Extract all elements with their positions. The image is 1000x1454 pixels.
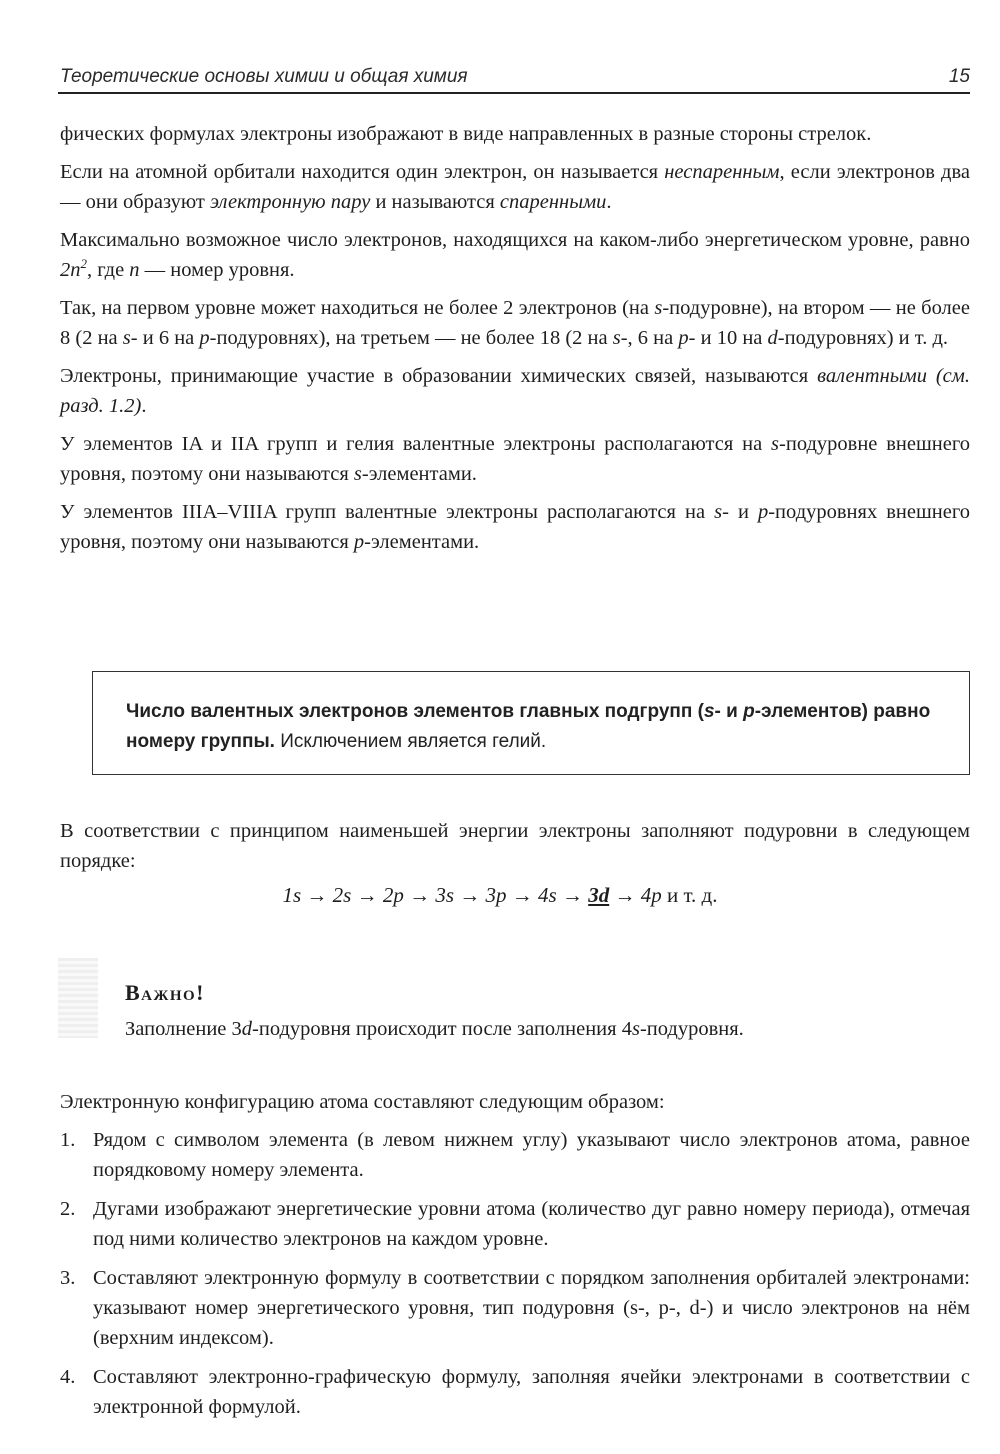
text-span: Заполнение 3: [125, 1018, 242, 1040]
formula-exponent: 2: [80, 256, 87, 272]
text-span: .: [141, 395, 147, 417]
list-item: [60, 1362, 970, 1422]
text-span: — номер уровня.: [139, 259, 295, 281]
sublevel-s: s: [353, 463, 362, 485]
term-electron-pair: электронную пару: [210, 191, 371, 213]
main-text-block: [60, 119, 970, 557]
text-span: - и 10 на: [688, 327, 768, 349]
var-n: n: [129, 259, 140, 281]
sublevel-s: s: [771, 433, 780, 455]
rule-bold: - и: [714, 701, 744, 722]
sublevel-d: d: [241, 1018, 253, 1040]
paragraph-7: [60, 497, 970, 557]
sublevel-p: p: [199, 327, 210, 349]
formula-base: 2n: [60, 259, 81, 281]
rule-exception: Исключением является гелий.: [274, 731, 547, 752]
term-valence: валентными (см. разд. 1.2): [60, 365, 970, 417]
text-span: Электроны, принимающие участие в образовании химических связей, называются: [60, 365, 818, 387]
list-number: 3.: [60, 1267, 76, 1289]
text-span: -подуровнях) и т. д.: [777, 327, 949, 349]
order-intro: [60, 816, 970, 876]
important-heading: Важно!: [125, 980, 205, 1005]
text-span: - и: [722, 501, 758, 523]
text-span: Максимально возможное число электронов, находящихся на каком-либо энергетическом уровне, равно: [60, 229, 970, 251]
sequence-highlight-3d: 3d: [588, 883, 610, 907]
list-text: Составляют электронную формулу в соответствии с порядком заполнения орбиталей электронами: указывают номер энергетического уровня, тип подуровня (s-, p-, d-) и число электронов на нём (верхним индексом).: [93, 1267, 970, 1349]
page-number: 15: [948, 66, 970, 87]
text-span: - и 6 на: [130, 327, 200, 349]
list-number: 2.: [60, 1198, 76, 1220]
text-span: .: [606, 191, 612, 213]
paragraph-2: [60, 157, 970, 217]
text-span: Если на атомной орбитали находится один электрон, он называется: [60, 161, 665, 183]
text-span: -, 6 на: [620, 327, 679, 349]
text-span: У элементов IIIA–VIIIA групп валентные электроны располагаются на: [60, 501, 715, 523]
term-paired: спаренными: [499, 191, 607, 213]
sublevel-s: s: [612, 327, 621, 349]
important-note: [125, 975, 965, 1047]
list-text: Составляют электронно-графическую формулу, заполняя ячейки электронами в соответствии с электронной формулой.: [93, 1366, 970, 1418]
text-span: У элементов IA и IIA групп и гелия валентные электроны располагаются на: [60, 433, 772, 455]
list-intro-text: Электронную конфигурацию атома составляют следующим образом:: [60, 1091, 665, 1113]
text-span: -подуровня.: [639, 1018, 744, 1040]
text-span: -подуровне внешнего уровня, поэтому они называются: [60, 433, 970, 485]
order-intro-text: В соответствии с принципом наименьшей энергии электроны заполняют подуровни в следующем порядке:: [60, 820, 970, 872]
list-intro: [60, 1087, 970, 1117]
sequence-end: и т. д.: [661, 883, 718, 907]
rule-bold: -элементов) равно номеру группы.: [126, 701, 931, 752]
running-header: [58, 64, 970, 94]
paragraph-6: [60, 429, 970, 489]
sublevel-p: p: [678, 327, 689, 349]
text-span: -подуровне), на втором — не более 8 (2 на: [60, 297, 970, 349]
sublevel-p: p: [353, 531, 365, 553]
sequence-part: → 4p: [609, 883, 662, 907]
paragraph-3: [60, 225, 970, 285]
sublevel-d: d: [767, 327, 778, 349]
sublevel-s: s: [654, 297, 663, 319]
text-span: -элементами.: [364, 531, 480, 553]
text-span: , если электронов два — они образуют: [60, 161, 970, 213]
list-text: Рядом с символом элемента (в левом нижнем углу) указывают число электронов атома, равное порядковому номеру элемента.: [93, 1129, 970, 1181]
list-item: [60, 1263, 970, 1353]
list-item: [60, 1125, 970, 1185]
paragraph-4: [60, 293, 970, 353]
text-span: Так, на первом уровне может находиться не более 2 электронов (на: [60, 297, 655, 319]
running-header-title: Теоретические основы химии и общая химия: [60, 66, 468, 87]
term-unpaired: неспаренным: [664, 161, 780, 183]
text-span: -элементами.: [361, 463, 477, 485]
text-span: -подуровня происходит после заполнения 4: [252, 1018, 632, 1040]
sublevel-s: s: [631, 1018, 640, 1040]
filling-sequence: [0, 880, 1000, 910]
rule-bold-s: s: [703, 701, 715, 722]
sequence-part: 1s → 2s → 2p → 3s → 3p → 4s →: [282, 883, 589, 907]
text-span: -подуровнях), на третьем — не более 18 (2 на: [209, 327, 613, 349]
sublevel-s: s: [122, 327, 131, 349]
formula-2n2: [60, 256, 87, 281]
paragraph-5: [60, 361, 970, 421]
paragraph-1: фических формулах электроны изображают в виде направленных в разные стороны стрелок.: [60, 123, 872, 145]
sublevel-p: p: [757, 501, 769, 523]
list-text: Дугами изображают энергетические уровни атома (количество дуг равно номеру периода), отмечая под ними количество электронов на каждом уровне.: [93, 1198, 970, 1250]
rule-box: [92, 671, 970, 775]
list-item: [60, 1194, 970, 1254]
list-number: 1.: [60, 1129, 76, 1151]
rule-bold-p: p: [743, 701, 755, 722]
text-span: -подуровнях внешнего уровня, поэтому они называются: [60, 501, 970, 553]
steps-list: [60, 1125, 970, 1431]
important-marker-icon: [58, 958, 98, 1038]
rule-text: [126, 697, 956, 757]
rule-bold: Число валентных электронов элементов главных подгрупп (: [126, 701, 704, 722]
list-number: 4.: [60, 1366, 76, 1388]
important-text: [125, 1011, 965, 1047]
text-span: и называются: [370, 191, 500, 213]
sublevel-s: s: [714, 501, 723, 523]
text-span: , где: [87, 259, 130, 281]
